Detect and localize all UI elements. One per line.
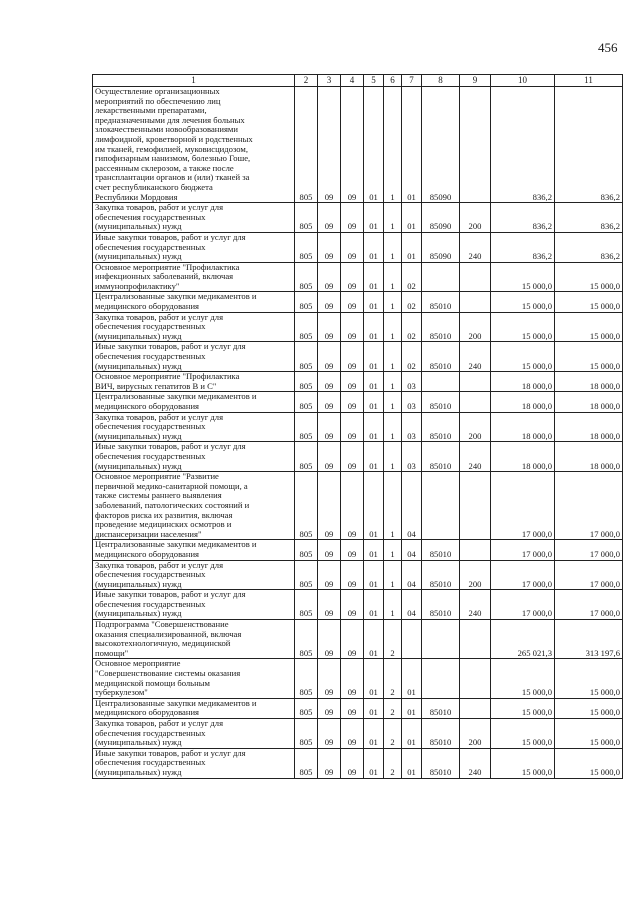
cell-expense-type bbox=[460, 659, 491, 698]
cell-expense-type bbox=[460, 372, 491, 392]
cell-subsection: 09 bbox=[341, 442, 364, 472]
cell-amount-2: 18 000,0 bbox=[555, 392, 623, 412]
cell-name: Закупка товаров, работ и услуг для обеспечения государственных (муниципальных) нужд bbox=[93, 719, 295, 749]
cell-activity: 03 bbox=[402, 442, 422, 472]
cell-admin: 805 bbox=[295, 412, 318, 442]
cell-admin: 805 bbox=[295, 262, 318, 292]
cell-subsection: 09 bbox=[341, 392, 364, 412]
cell-amount-1: 17 000,0 bbox=[491, 590, 555, 620]
cell-section: 09 bbox=[318, 698, 341, 718]
col-header: 7 bbox=[402, 75, 422, 87]
cell-direction bbox=[422, 262, 460, 292]
cell-amount-2: 836,2 bbox=[555, 232, 623, 262]
table-row bbox=[93, 442, 623, 472]
cell-subprogram: 1 bbox=[384, 203, 402, 233]
cell-program: 01 bbox=[364, 560, 384, 590]
table-row bbox=[93, 590, 623, 620]
cell-amount-1: 18 000,0 bbox=[491, 392, 555, 412]
cell-section: 09 bbox=[318, 312, 341, 342]
col-header: 6 bbox=[384, 75, 402, 87]
cell-amount-1: 15 000,0 bbox=[491, 262, 555, 292]
col-header: 10 bbox=[491, 75, 555, 87]
table-row bbox=[93, 342, 623, 372]
cell-admin: 805 bbox=[295, 620, 318, 659]
cell-subprogram: 1 bbox=[384, 262, 402, 292]
cell-expense-type: 200 bbox=[460, 560, 491, 590]
cell-subsection: 09 bbox=[341, 262, 364, 292]
cell-amount-1: 17 000,0 bbox=[491, 472, 555, 540]
cell-amount-1: 836,2 bbox=[491, 232, 555, 262]
cell-amount-1: 265 021,3 bbox=[491, 620, 555, 659]
cell-amount-2: 15 000,0 bbox=[555, 659, 623, 698]
cell-activity: 01 bbox=[402, 719, 422, 749]
cell-direction: 85010 bbox=[422, 540, 460, 560]
cell-section: 09 bbox=[318, 442, 341, 472]
cell-admin: 805 bbox=[295, 232, 318, 262]
col-header: 3 bbox=[318, 75, 341, 87]
col-header: 9 bbox=[460, 75, 491, 87]
table-row bbox=[93, 262, 623, 292]
cell-subsection: 09 bbox=[341, 659, 364, 698]
cell-activity: 01 bbox=[402, 659, 422, 698]
cell-direction bbox=[422, 372, 460, 392]
cell-admin: 805 bbox=[295, 392, 318, 412]
cell-direction: 85010 bbox=[422, 560, 460, 590]
cell-direction: 85010 bbox=[422, 412, 460, 442]
cell-direction: 85010 bbox=[422, 698, 460, 718]
cell-section: 09 bbox=[318, 262, 341, 292]
cell-amount-1: 18 000,0 bbox=[491, 372, 555, 392]
table-row bbox=[93, 203, 623, 233]
cell-subsection: 09 bbox=[341, 719, 364, 749]
table-row bbox=[93, 472, 623, 540]
cell-expense-type: 240 bbox=[460, 342, 491, 372]
cell-program: 01 bbox=[364, 392, 384, 412]
cell-amount-1: 836,2 bbox=[491, 203, 555, 233]
cell-subsection: 09 bbox=[341, 590, 364, 620]
cell-amount-2: 836,2 bbox=[555, 203, 623, 233]
cell-name: Иные закупки товаров, работ и услуг для обеспечения государственных (муниципальных) нужд bbox=[93, 232, 295, 262]
table-row bbox=[93, 87, 623, 203]
cell-subprogram: 1 bbox=[384, 392, 402, 412]
cell-section: 09 bbox=[318, 232, 341, 262]
cell-program: 01 bbox=[364, 262, 384, 292]
cell-program: 01 bbox=[364, 540, 384, 560]
cell-amount-1: 17 000,0 bbox=[491, 560, 555, 590]
table-row bbox=[93, 392, 623, 412]
cell-section: 09 bbox=[318, 292, 341, 312]
cell-amount-1: 18 000,0 bbox=[491, 412, 555, 442]
cell-section: 09 bbox=[318, 412, 341, 442]
cell-subsection: 09 bbox=[341, 698, 364, 718]
cell-amount-2: 313 197,6 bbox=[555, 620, 623, 659]
cell-expense-type: 200 bbox=[460, 312, 491, 342]
cell-admin: 805 bbox=[295, 312, 318, 342]
cell-activity bbox=[402, 620, 422, 659]
cell-admin: 805 bbox=[295, 540, 318, 560]
cell-name: Закупка товаров, работ и услуг для обеспечения государственных (муниципальных) нужд bbox=[93, 312, 295, 342]
cell-program: 01 bbox=[364, 659, 384, 698]
cell-program: 01 bbox=[364, 590, 384, 620]
cell-program: 01 bbox=[364, 620, 384, 659]
table-row bbox=[93, 620, 623, 659]
col-header: 11 bbox=[555, 75, 623, 87]
cell-direction bbox=[422, 620, 460, 659]
cell-amount-1: 15 000,0 bbox=[491, 292, 555, 312]
cell-admin: 805 bbox=[295, 560, 318, 590]
cell-subprogram: 1 bbox=[384, 292, 402, 312]
cell-direction: 85010 bbox=[422, 442, 460, 472]
cell-section: 09 bbox=[318, 719, 341, 749]
cell-amount-1: 15 000,0 bbox=[491, 342, 555, 372]
cell-admin: 805 bbox=[295, 472, 318, 540]
cell-amount-1: 15 000,0 bbox=[491, 659, 555, 698]
cell-subsection: 09 bbox=[341, 540, 364, 560]
table-row bbox=[93, 659, 623, 698]
cell-section: 09 bbox=[318, 472, 341, 540]
cell-section: 09 bbox=[318, 392, 341, 412]
cell-expense-type bbox=[460, 392, 491, 412]
cell-section: 09 bbox=[318, 342, 341, 372]
cell-activity: 01 bbox=[402, 203, 422, 233]
cell-subprogram: 1 bbox=[384, 472, 402, 540]
cell-program: 01 bbox=[364, 312, 384, 342]
table-row bbox=[93, 560, 623, 590]
table-row bbox=[93, 372, 623, 392]
cell-subprogram: 2 bbox=[384, 748, 402, 778]
cell-subprogram: 2 bbox=[384, 620, 402, 659]
cell-name: Централизованные закупки медикаментов и медицинского оборудования bbox=[93, 392, 295, 412]
cell-activity: 02 bbox=[402, 312, 422, 342]
cell-name: Иные закупки товаров, работ и услуг для обеспечения государственных (муниципальных) нужд bbox=[93, 342, 295, 372]
table-row bbox=[93, 412, 623, 442]
cell-activity: 01 bbox=[402, 698, 422, 718]
cell-admin: 805 bbox=[295, 372, 318, 392]
cell-expense-type bbox=[460, 540, 491, 560]
col-header: 8 bbox=[422, 75, 460, 87]
cell-subprogram: 1 bbox=[384, 590, 402, 620]
cell-direction: 85010 bbox=[422, 748, 460, 778]
cell-name: Подпрограмма "Совершенствование оказания специализированной, включая высокотехнологичную, медицинской помощи" bbox=[93, 620, 295, 659]
cell-subprogram: 2 bbox=[384, 719, 402, 749]
cell-amount-1: 18 000,0 bbox=[491, 442, 555, 472]
page-number: 456 bbox=[598, 40, 618, 55]
cell-direction bbox=[422, 659, 460, 698]
cell-section: 09 bbox=[318, 620, 341, 659]
cell-activity: 01 bbox=[402, 87, 422, 203]
table-row bbox=[93, 748, 623, 778]
cell-program: 01 bbox=[364, 372, 384, 392]
cell-amount-2: 18 000,0 bbox=[555, 372, 623, 392]
budget-table bbox=[92, 74, 623, 779]
cell-expense-type: 240 bbox=[460, 232, 491, 262]
table-row bbox=[93, 719, 623, 749]
cell-expense-type: 240 bbox=[460, 590, 491, 620]
cell-direction: 85090 bbox=[422, 203, 460, 233]
cell-program: 01 bbox=[364, 442, 384, 472]
cell-amount-2: 17 000,0 bbox=[555, 472, 623, 540]
cell-activity: 04 bbox=[402, 560, 422, 590]
cell-amount-2: 15 000,0 bbox=[555, 342, 623, 372]
cell-name: Централизованные закупки медикаментов и медицинского оборудования bbox=[93, 698, 295, 718]
cell-amount-2: 15 000,0 bbox=[555, 292, 623, 312]
cell-admin: 805 bbox=[295, 292, 318, 312]
cell-subsection: 09 bbox=[341, 312, 364, 342]
table-row bbox=[93, 292, 623, 312]
cell-subsection: 09 bbox=[341, 412, 364, 442]
cell-amount-1: 15 000,0 bbox=[491, 698, 555, 718]
cell-program: 01 bbox=[364, 292, 384, 312]
cell-direction: 85010 bbox=[422, 292, 460, 312]
cell-direction: 85010 bbox=[422, 719, 460, 749]
cell-expense-type bbox=[460, 262, 491, 292]
cell-section: 09 bbox=[318, 540, 341, 560]
cell-name: Иные закупки товаров, работ и услуг для обеспечения государственных (муниципальных) нужд bbox=[93, 748, 295, 778]
cell-activity: 03 bbox=[402, 372, 422, 392]
cell-section: 09 bbox=[318, 590, 341, 620]
cell-activity: 04 bbox=[402, 540, 422, 560]
cell-admin: 805 bbox=[295, 442, 318, 472]
cell-subprogram: 1 bbox=[384, 442, 402, 472]
cell-amount-1: 15 000,0 bbox=[491, 312, 555, 342]
table-row bbox=[93, 698, 623, 718]
cell-activity: 03 bbox=[402, 392, 422, 412]
cell-subsection: 09 bbox=[341, 372, 364, 392]
cell-activity: 02 bbox=[402, 262, 422, 292]
cell-admin: 805 bbox=[295, 87, 318, 203]
cell-expense-type: 200 bbox=[460, 412, 491, 442]
cell-activity: 03 bbox=[402, 412, 422, 442]
cell-program: 01 bbox=[364, 748, 384, 778]
cell-subsection: 09 bbox=[341, 342, 364, 372]
cell-section: 09 bbox=[318, 87, 341, 203]
cell-activity: 02 bbox=[402, 292, 422, 312]
table-row bbox=[93, 540, 623, 560]
cell-name: Иные закупки товаров, работ и услуг для обеспечения государственных (муниципальных) нужд bbox=[93, 590, 295, 620]
cell-expense-type bbox=[460, 472, 491, 540]
cell-subsection: 09 bbox=[341, 472, 364, 540]
cell-direction: 85010 bbox=[422, 392, 460, 412]
cell-program: 01 bbox=[364, 719, 384, 749]
cell-expense-type bbox=[460, 87, 491, 203]
cell-name: Закупка товаров, работ и услуг для обеспечения государственных (муниципальных) нужд bbox=[93, 560, 295, 590]
cell-name: Закупка товаров, работ и услуг для обеспечения государственных (муниципальных) нужд bbox=[93, 412, 295, 442]
cell-admin: 805 bbox=[295, 698, 318, 718]
cell-subprogram: 1 bbox=[384, 372, 402, 392]
header-row bbox=[93, 75, 623, 87]
cell-direction bbox=[422, 472, 460, 540]
col-header: 4 bbox=[341, 75, 364, 87]
cell-name: Основное мероприятие "Совершенствование системы оказания медицинской помощи больным туберкулезом" bbox=[93, 659, 295, 698]
cell-expense-type: 200 bbox=[460, 719, 491, 749]
cell-program: 01 bbox=[364, 472, 384, 540]
cell-program: 01 bbox=[364, 342, 384, 372]
cell-subsection: 09 bbox=[341, 560, 364, 590]
cell-expense-type bbox=[460, 698, 491, 718]
cell-admin: 805 bbox=[295, 659, 318, 698]
cell-program: 01 bbox=[364, 698, 384, 718]
cell-activity: 04 bbox=[402, 472, 422, 540]
cell-amount-2: 15 000,0 bbox=[555, 262, 623, 292]
table-row bbox=[93, 232, 623, 262]
cell-subsection: 09 bbox=[341, 748, 364, 778]
cell-section: 09 bbox=[318, 748, 341, 778]
cell-subprogram: 1 bbox=[384, 342, 402, 372]
cell-direction: 85010 bbox=[422, 590, 460, 620]
cell-name: Иные закупки товаров, работ и услуг для обеспечения государственных (муниципальных) нужд bbox=[93, 442, 295, 472]
cell-admin: 805 bbox=[295, 342, 318, 372]
cell-program: 01 bbox=[364, 203, 384, 233]
cell-amount-2: 17 000,0 bbox=[555, 560, 623, 590]
cell-expense-type bbox=[460, 292, 491, 312]
cell-subprogram: 1 bbox=[384, 560, 402, 590]
cell-admin: 805 bbox=[295, 203, 318, 233]
cell-amount-2: 15 000,0 bbox=[555, 748, 623, 778]
cell-amount-2: 15 000,0 bbox=[555, 698, 623, 718]
cell-subprogram: 1 bbox=[384, 232, 402, 262]
cell-activity: 02 bbox=[402, 342, 422, 372]
cell-admin: 805 bbox=[295, 748, 318, 778]
cell-amount-2: 15 000,0 bbox=[555, 719, 623, 749]
cell-subsection: 09 bbox=[341, 203, 364, 233]
cell-name: Основное мероприятие "Развитие первичной медико-санитарной помощи, а также системы раннего выявления заболеваний, патологических состояний и факторов риска их развития, включая проведение медицинских осмотров и диспансеризации населения" bbox=[93, 472, 295, 540]
cell-admin: 805 bbox=[295, 719, 318, 749]
cell-direction: 85090 bbox=[422, 87, 460, 203]
cell-name: Основное мероприятие "Профилактика инфекционных заболеваний, включая иммунопрофилактику" bbox=[93, 262, 295, 292]
cell-amount-2: 17 000,0 bbox=[555, 540, 623, 560]
cell-amount-1: 15 000,0 bbox=[491, 748, 555, 778]
cell-amount-2: 17 000,0 bbox=[555, 590, 623, 620]
col-header: 1 bbox=[93, 75, 295, 87]
cell-section: 09 bbox=[318, 659, 341, 698]
cell-activity: 04 bbox=[402, 590, 422, 620]
cell-subsection: 09 bbox=[341, 292, 364, 312]
cell-amount-2: 18 000,0 bbox=[555, 412, 623, 442]
cell-subprogram: 2 bbox=[384, 698, 402, 718]
cell-subsection: 09 bbox=[341, 87, 364, 203]
cell-program: 01 bbox=[364, 412, 384, 442]
cell-amount-1: 17 000,0 bbox=[491, 540, 555, 560]
cell-name: Закупка товаров, работ и услуг для обеспечения государственных (муниципальных) нужд bbox=[93, 203, 295, 233]
cell-program: 01 bbox=[364, 87, 384, 203]
cell-expense-type: 240 bbox=[460, 442, 491, 472]
cell-subprogram: 1 bbox=[384, 540, 402, 560]
cell-direction: 85010 bbox=[422, 342, 460, 372]
cell-name: Осуществление организационных мероприятий по обеспечению лиц лекарственными препаратами, предназначенными для лечения больных злокачественными новообразованиями лимфоидной, кроветворной и родственных им тканей, гемофилией, муковисцидозом, гипофизарным нанизмом, болезнью Гоше, рассеянным склерозом, а также после трансплантации органов и (или) тканей за счет республиканского бюджета Республики Мордовия bbox=[93, 87, 295, 203]
cell-subsection: 09 bbox=[341, 620, 364, 659]
cell-amount-1: 15 000,0 bbox=[491, 719, 555, 749]
col-header: 5 bbox=[364, 75, 384, 87]
cell-section: 09 bbox=[318, 203, 341, 233]
table-body bbox=[93, 87, 623, 779]
cell-name: Централизованные закупки медикаментов и медицинского оборудования bbox=[93, 540, 295, 560]
cell-subprogram: 1 bbox=[384, 87, 402, 203]
cell-expense-type: 200 bbox=[460, 203, 491, 233]
col-header: 2 bbox=[295, 75, 318, 87]
cell-name: Централизованные закупки медикаментов и медицинского оборудования bbox=[93, 292, 295, 312]
cell-expense-type: 240 bbox=[460, 748, 491, 778]
cell-activity: 01 bbox=[402, 232, 422, 262]
table-row bbox=[93, 312, 623, 342]
cell-amount-2: 836,2 bbox=[555, 87, 623, 203]
cell-direction: 85090 bbox=[422, 232, 460, 262]
cell-subprogram: 1 bbox=[384, 412, 402, 442]
cell-amount-2: 15 000,0 bbox=[555, 312, 623, 342]
cell-direction: 85010 bbox=[422, 312, 460, 342]
cell-section: 09 bbox=[318, 372, 341, 392]
cell-program: 01 bbox=[364, 232, 384, 262]
cell-subsection: 09 bbox=[341, 232, 364, 262]
cell-name: Основное мероприятие "Профилактика ВИЧ, вирусных гепатитов В и С" bbox=[93, 372, 295, 392]
cell-expense-type bbox=[460, 620, 491, 659]
cell-subprogram: 1 bbox=[384, 312, 402, 342]
cell-subprogram: 2 bbox=[384, 659, 402, 698]
cell-section: 09 bbox=[318, 560, 341, 590]
cell-activity: 01 bbox=[402, 748, 422, 778]
cell-amount-2: 18 000,0 bbox=[555, 442, 623, 472]
cell-amount-1: 836,2 bbox=[491, 87, 555, 203]
cell-admin: 805 bbox=[295, 590, 318, 620]
